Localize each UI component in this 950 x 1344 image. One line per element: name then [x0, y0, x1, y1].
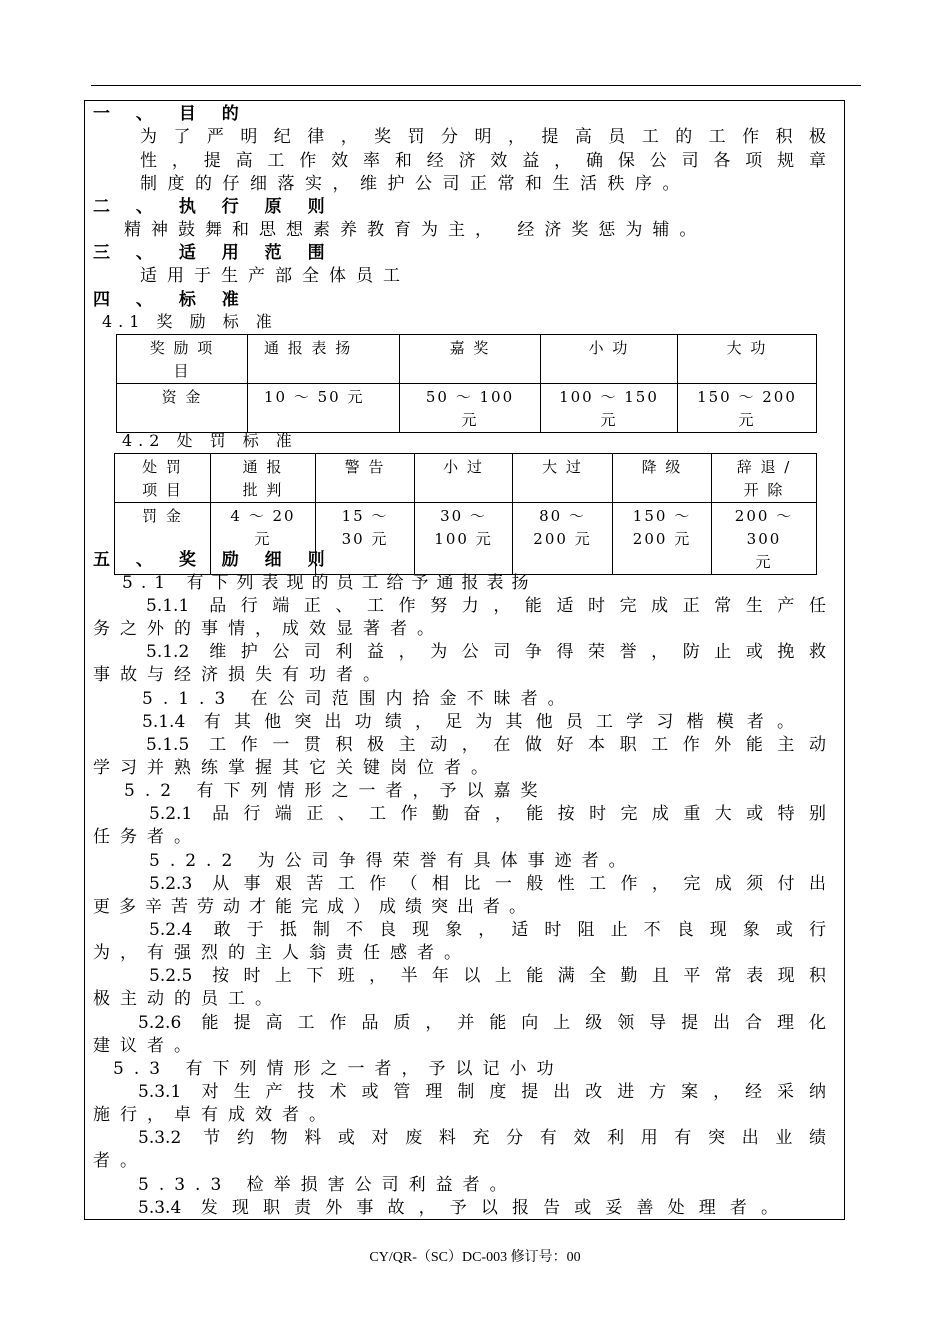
reward-table-header-row	[117, 335, 817, 384]
reward-cell: 150 ～ 200 元	[678, 384, 817, 433]
detail-line: 为，有强烈的主人翁责任感者。	[93, 943, 471, 963]
reward-header-cell: 小 功	[541, 335, 678, 384]
detail-line: 5.2.2 为公司争得荣誉有具体事迹者。	[149, 851, 636, 871]
penalty-cell: 罚 金	[115, 503, 211, 575]
section-1-text-1: 为了严明纪律，奖罚分明，提高员工的工作积极	[140, 127, 826, 147]
reward-header-cell: 大 功	[678, 335, 817, 384]
section-2-text: 精神鼓舞和思想素养教育为主， 经济奖惩为辅。	[124, 220, 707, 240]
header-rule	[91, 85, 861, 86]
reward-table-row	[117, 384, 817, 433]
penalty-cell: 30 ～ 100 元	[415, 503, 513, 575]
detail-line: 5.2.4 敢于抵制不良现象，适时阻止不良现象或行	[149, 920, 826, 940]
detail-line: 5.2.5 按时上下班，半年以上能满全勤且平常表现积	[149, 966, 826, 986]
penalty-header-cell: 警 告	[316, 454, 415, 503]
document-footer: CY/QR-（SC）DC-003 修订号：00	[369, 1250, 581, 1265]
reward-table-title: 4.1 奖 励 标 准	[102, 312, 278, 331]
detail-line: 5.3.2 节约物料或对废料充分有效利用有突出业绩	[138, 1128, 826, 1148]
penalty-header-cell: 降 级	[613, 454, 712, 503]
reward-table	[116, 334, 817, 433]
detail-line: 者。	[93, 1151, 147, 1171]
penalty-cell: 15 ～ 30 元	[316, 503, 415, 575]
section-5-title: 五 、 奖 励 细 则	[93, 550, 335, 570]
penalty-header-cell: 小 过	[415, 454, 513, 503]
detail-line: 5.2.6 能提高工作品质，并能向上级领导提出合理化	[138, 1013, 826, 1033]
section-4-title: 四 、 标 准	[93, 290, 249, 310]
detail-line: 极主动的员工。	[93, 989, 282, 1009]
detail-line: 5.2.3 从事艰苦工作（相比一般性工作，完成须付出	[149, 874, 826, 894]
detail-line: 事故与经济损失有功者。	[93, 665, 390, 685]
detail-line: 5.1.3 在公司范围内拾金不昧者。	[142, 689, 575, 709]
detail-line: 5.3.1 对生产技术或管理制度提出改进方案，经采纳	[138, 1082, 826, 1102]
section-2-title: 二 、 执 行 原 则	[93, 197, 335, 217]
penalty-cell: 200 ～ 300 元	[712, 503, 817, 575]
section-1-text-3: 制度的仔细落实，维护公司正常和生活秩序。	[140, 174, 690, 194]
penalty-cell: 4 ～ 20 元	[211, 503, 316, 575]
penalty-header-cell: 大 过	[513, 454, 613, 503]
reward-header-cell: 嘉 奖	[400, 335, 541, 384]
penalty-table-header-row	[115, 454, 817, 503]
reward-header-cell: 通 报 表 扬	[248, 335, 400, 384]
reward-cell: 资 金	[117, 384, 248, 433]
penalty-header-cell: 通 报 批 判	[211, 454, 316, 503]
penalty-cell: 80 ～ 200 元	[513, 503, 613, 575]
reward-cell: 10 ～ 50 元	[248, 384, 400, 433]
section-1-title: 一 、 目 的	[93, 104, 249, 124]
detail-line: 5.1.2 维护公司利益，为公司争得荣誉，防止或挽救	[146, 642, 826, 662]
detail-line: 任务者。	[93, 827, 201, 847]
detail-line: 学习并熟练掌握其它关键岗位者。	[93, 758, 498, 778]
detail-line: 5.1 有下列表现的员工给予通报表扬	[122, 573, 537, 593]
detail-line: 5.2 有下列情形之一者，予以嘉奖	[124, 781, 548, 801]
detail-line: 5.1.1 品行端正、工作努力，能适时完成正常生产任	[146, 596, 826, 616]
penalty-header-cell: 处 罚 项 目	[115, 454, 211, 503]
detail-line: 建议者。	[93, 1036, 201, 1056]
detail-line: 5.1.4 有其他突出功绩，足为其他员工学习楷模者。	[142, 712, 794, 732]
section-1-text-2: 性，提高工作效率和经济效益，确保公司各项规章	[140, 151, 826, 171]
reward-cell: 100 ～ 150 元	[541, 384, 678, 433]
detail-line: 5.3.4 发现职责外事故，予以报告或妥善处理者。	[138, 1198, 778, 1218]
reward-cell: 50 ～ 100 元	[400, 384, 541, 433]
section-3-text: 适用于生产部全体员工	[140, 266, 410, 286]
penalty-cell: 150 ～ 200 元	[613, 503, 712, 575]
reward-header-cell: 奖 励 项 目	[117, 335, 248, 384]
detail-line: 5.1.5 工作一贯积极主动，在做好本职工作外能主动	[146, 735, 826, 755]
detail-line: 施行，卓有成效者。	[93, 1105, 336, 1125]
detail-line: 更多辛苦劳动才能完成）成绩突出者。	[93, 897, 535, 917]
detail-line: 5.2.1 品行端正、工作勤奋，能按时完成重大或特别	[149, 804, 826, 824]
penalty-table-title: 4.2 处 罚 标 准	[122, 431, 298, 450]
detail-line: 5.3 有下列情形之一者，予以记小功	[113, 1059, 564, 1079]
detail-line: 务之外的事情，成效显著者。	[93, 619, 444, 639]
detail-line: 5.3.3 检举损害公司利益者。	[138, 1175, 517, 1195]
section-3-title: 三 、 适 用 范 围	[93, 243, 335, 263]
penalty-header-cell: 辞 退 / 开 除	[712, 454, 817, 503]
